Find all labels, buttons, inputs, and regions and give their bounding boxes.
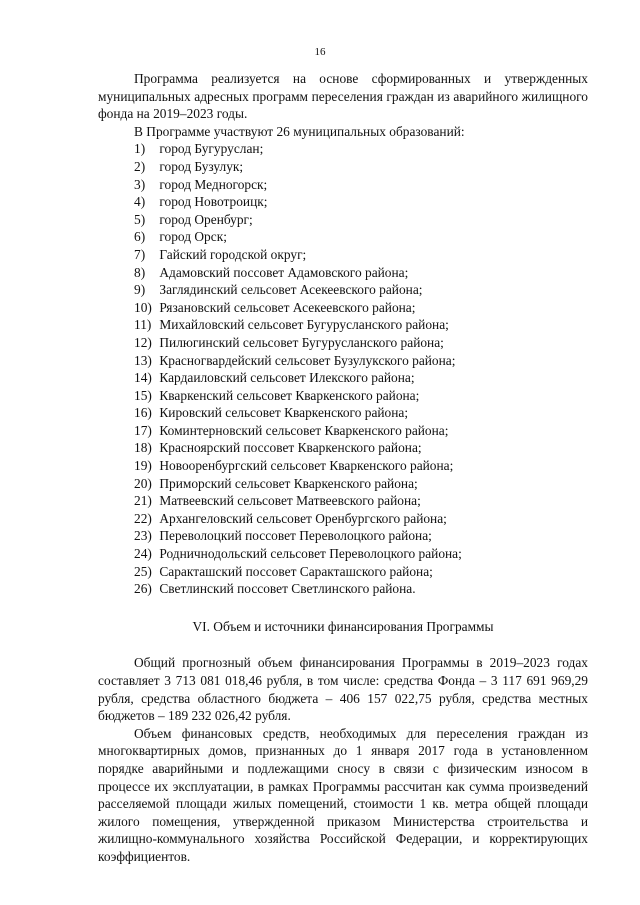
list-item-number: 4) (134, 194, 146, 210)
list-item-number: 25) (134, 563, 152, 579)
list-item-number: 23) (134, 528, 152, 544)
list-item-number: 11) (134, 317, 152, 333)
list-item-name: Архангеловский сельсовет Оренбургского района; (159, 510, 447, 526)
financing-paragraph-2: Объем финансовых средств, необходимых для переселения граждан из многоквартирных домов, признанных до 1 января 2017 года в установленном порядке аварийными и подлежащими сносу в связи с физическим износом в процессе их эксплуатации, в рамках Программы рассчитан как сумма произведений расселяемой площади жилых помещений, стоимости 1 кв. метра общей площади жилого помещения, утвержденной приказом Министерства строительства и жилищно-коммунального хозяйства Российской Федерации, и корректирующих коэффициентов. (98, 725, 588, 864)
list-item-name: Красногвардейский сельсовет Бузулукского района; (159, 352, 456, 368)
list-item-name: город Медногорск; (159, 176, 268, 192)
list-item-name: Заглядинский сельсовет Асекеевского района; (159, 282, 423, 298)
list-item-number: 22) (134, 510, 152, 526)
list-item-number: 2) (134, 158, 146, 174)
list-item-number: 8) (134, 264, 146, 280)
list-item (98, 422, 588, 440)
list-item-name: Саракташский поссовет Саракташского района; (159, 563, 433, 579)
list-item (98, 193, 588, 211)
list-item (98, 264, 588, 282)
list-item-name: Адамовский поссовет Адамовского района; (159, 264, 409, 280)
list-item-name: Михайловский сельсовет Бугурусланского района; (159, 317, 449, 333)
list-item-name: Светлинский поссовет Светлинского района. (159, 581, 416, 597)
list-item-number: 3) (134, 176, 146, 192)
list-item-number: 9) (134, 282, 146, 298)
list-item (98, 140, 588, 158)
financing-paragraph-1: Общий прогнозный объем финансирования Программы в 2019–2023 годах составляет 3 713 081 018,46 рубля, в том числе: средства Фонда – 3 117 691 969,29 рубля, средства областного бюджета – 406 157 022,75 рубля, средства местных бюджетов – 189 232 026,42 рубля. (98, 655, 588, 724)
list-item (98, 439, 588, 457)
list-item (98, 228, 588, 246)
list-item (98, 352, 588, 370)
list-item-number: 16) (134, 405, 152, 421)
list-item-name: Гайский городской округ; (159, 246, 307, 262)
list-item-name: Рязановский сельсовет Асекеевского района; (159, 299, 416, 315)
list-item (98, 246, 588, 264)
list-item-number: 24) (134, 546, 152, 562)
list-item-number: 26) (134, 581, 152, 597)
list-item-name: город Бугуруслан; (159, 141, 264, 157)
list-item (98, 387, 588, 405)
list-item-number: 12) (134, 334, 152, 350)
list-item (98, 369, 588, 387)
list-item (98, 404, 588, 422)
list-item-name: Переволоцкий поссовет Переволоцкого района; (159, 528, 432, 544)
list-item-number: 17) (134, 422, 152, 438)
list-item (98, 510, 588, 528)
list-item (98, 492, 588, 510)
list-item-number: 5) (134, 211, 146, 227)
list-item-name: город Бузулук; (159, 158, 244, 174)
list-item (98, 211, 588, 229)
list-item-name: Приморский сельсовет Кваркенского района; (159, 475, 418, 491)
list-item (98, 334, 588, 352)
list-item-name: город Орск; (159, 229, 227, 245)
list-item-number: 14) (134, 370, 152, 386)
list-item (98, 176, 588, 194)
intro-paragraph-1: Программа реализуется на основе сформированных и утвержденных муниципальных адресных программ переселения граждан из аварийного жилищного фонда на 2019–2023 годы. (98, 71, 588, 122)
list-item (98, 316, 588, 334)
list-item-name: Кваркенский сельсовет Кваркенского района; (159, 387, 420, 403)
list-item-name: Кардаиловский сельсовет Илекского района; (159, 370, 415, 386)
section-heading: VI. Объем и источники финансирования Программы (192, 618, 494, 634)
list-item-name: Красноярский поссовет Кваркенского района; (159, 440, 422, 456)
list-item-number: 6) (134, 229, 146, 245)
list-item (98, 545, 588, 563)
list-item-number: 19) (134, 458, 152, 474)
list-item (98, 299, 588, 317)
list-item-number: 21) (134, 493, 152, 509)
list-item-number: 20) (134, 475, 152, 491)
list-item (98, 563, 588, 581)
list-item-number: 18) (134, 440, 152, 456)
list-item-name: Матвеевский сельсовет Матвеевского района; (159, 493, 421, 509)
list-item-number: 7) (134, 246, 146, 262)
document-body (98, 70, 588, 866)
list-item-name: Кировский сельсовет Кваркенского района; (159, 405, 409, 421)
list-item (98, 580, 588, 598)
page-number: 16 (314, 46, 326, 58)
list-item-name: город Оренбург; (159, 211, 253, 227)
list-item-number: 15) (134, 387, 152, 403)
list-item-name: Коминтерновский сельсовет Кваркенского района; (159, 422, 449, 438)
list-item-number: 1) (134, 141, 146, 157)
list-item (98, 281, 588, 299)
list-item-name: город Новотроицк; (159, 194, 268, 210)
list-item (98, 475, 588, 493)
list-item-name: Родничнодольский сельсовет Переволоцкого района; (159, 546, 462, 562)
list-item-number: 13) (134, 352, 152, 368)
municipalities-list (98, 140, 588, 597)
list-item-number: 10) (134, 299, 152, 315)
list-item-name: Пилюгинский сельсовет Бугурусланского района; (159, 334, 444, 350)
list-item (98, 457, 588, 475)
list-item (98, 527, 588, 545)
list-item-name: Новооренбургский сельсовет Кваркенского района; (159, 458, 454, 474)
intro-paragraph-2: В Программе участвуют 26 муниципальных образований: (134, 123, 465, 139)
list-item (98, 158, 588, 176)
